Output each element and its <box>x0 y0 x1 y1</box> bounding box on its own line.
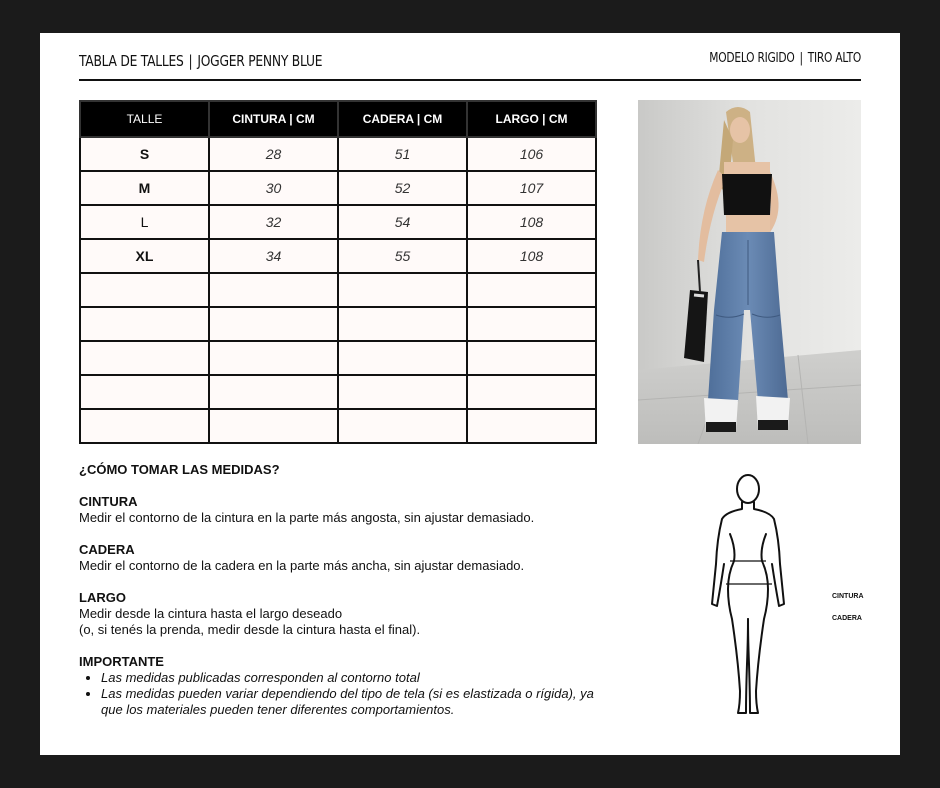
fit-label: MODELO RIGIDO <box>709 51 795 66</box>
size-cell <box>80 341 209 375</box>
size-chart-sheet <box>40 33 900 755</box>
product-specs <box>709 51 861 66</box>
hip-cell <box>338 409 467 443</box>
product-photo <box>638 100 861 444</box>
hip-cell: 52 <box>338 171 467 205</box>
waist-cell: 30 <box>209 171 338 205</box>
hip-cell <box>338 341 467 375</box>
body-outline-icon <box>700 469 820 721</box>
hip-cell <box>338 375 467 409</box>
table-header-row <box>80 101 596 137</box>
size-table <box>79 100 597 444</box>
important-section <box>79 654 619 718</box>
waist-cell: 28 <box>209 137 338 171</box>
waist-heading: CINTURA <box>79 494 138 509</box>
length-cell <box>467 409 596 443</box>
header-divider <box>79 79 861 81</box>
size-cell <box>80 375 209 409</box>
measurement-guide <box>79 462 619 718</box>
hip-cell <box>338 307 467 341</box>
hip-heading: CADERA <box>79 542 135 557</box>
length-cell <box>467 375 596 409</box>
size-cell <box>80 409 209 443</box>
waist-cell <box>209 375 338 409</box>
page-title <box>79 52 322 70</box>
size-cell <box>80 307 209 341</box>
length-instructions: Medir desde la cintura hasta el largo deseado <box>79 606 343 621</box>
specs-separator: | <box>799 51 803 66</box>
length-cell: 107 <box>467 171 596 205</box>
list-item: • Las medidas publicadas corresponden al contorno total <box>101 670 619 686</box>
waist-figure-label: CINTURA <box>832 593 864 600</box>
hip-cell: 51 <box>338 137 467 171</box>
waist-cell <box>209 409 338 443</box>
length-heading: LARGO <box>79 590 126 605</box>
size-cell <box>80 273 209 307</box>
length-cell: 106 <box>467 137 596 171</box>
important-list <box>79 670 619 718</box>
hip-section <box>79 542 619 574</box>
waist-cell <box>209 273 338 307</box>
waist-cell: 32 <box>209 205 338 239</box>
hip-cell: 54 <box>338 205 467 239</box>
table-row <box>80 205 596 239</box>
rise-label: TIRO ALTO <box>807 51 861 66</box>
length-section <box>79 590 619 638</box>
column-header-hip: CADERA | CM <box>338 101 467 137</box>
table-row <box>80 273 596 307</box>
waist-section <box>79 494 619 526</box>
length-cell: 108 <box>467 239 596 273</box>
list-item: • Las medidas pueden variar dependiendo del tipo de tela (si es elastizada o rígida), ya que los materiales pueden tener diferentes comportamientos. <box>101 686 619 718</box>
table-row <box>80 171 596 205</box>
hip-figure-label: CADERA <box>832 615 862 622</box>
table-row <box>80 307 596 341</box>
title-text: TABLA DE TALLES <box>79 52 184 70</box>
length-cell <box>467 307 596 341</box>
waist-cell <box>209 307 338 341</box>
hip-instructions: Medir el contorno de la cadera en la parte más ancha, sin ajustar demasiado. <box>79 558 525 573</box>
table-row <box>80 341 596 375</box>
column-header-waist: CINTURA | CM <box>209 101 338 137</box>
table-row <box>80 375 596 409</box>
table-row <box>80 239 596 273</box>
length-instructions-note: (o, si tenés la prenda, medir desde la cintura hasta el final). <box>79 622 421 637</box>
length-cell <box>467 341 596 375</box>
table-row <box>80 409 596 443</box>
size-cell: XL <box>80 239 209 273</box>
waist-cell <box>209 341 338 375</box>
column-header-length: LARGO | CM <box>467 101 596 137</box>
waist-cell: 34 <box>209 239 338 273</box>
size-cell: S <box>80 137 209 171</box>
product-name: JOGGER PENNY BLUE <box>197 52 323 70</box>
guide-title: ¿CÓMO TOMAR LAS MEDIDAS? <box>79 462 280 477</box>
table-row <box>80 137 596 171</box>
length-cell <box>467 273 596 307</box>
body-measurement-figure <box>700 469 864 721</box>
hip-cell <box>338 273 467 307</box>
column-header-size: TALLE <box>80 101 209 137</box>
length-cell: 108 <box>467 205 596 239</box>
size-cell: M <box>80 171 209 205</box>
waist-instructions: Medir el contorno de la cintura en la parte más angosta, sin ajustar demasiado. <box>79 510 535 525</box>
size-cell: L <box>80 205 209 239</box>
hip-cell: 55 <box>338 239 467 273</box>
title-separator: | <box>188 52 193 70</box>
important-heading: IMPORTANTE <box>79 654 164 669</box>
